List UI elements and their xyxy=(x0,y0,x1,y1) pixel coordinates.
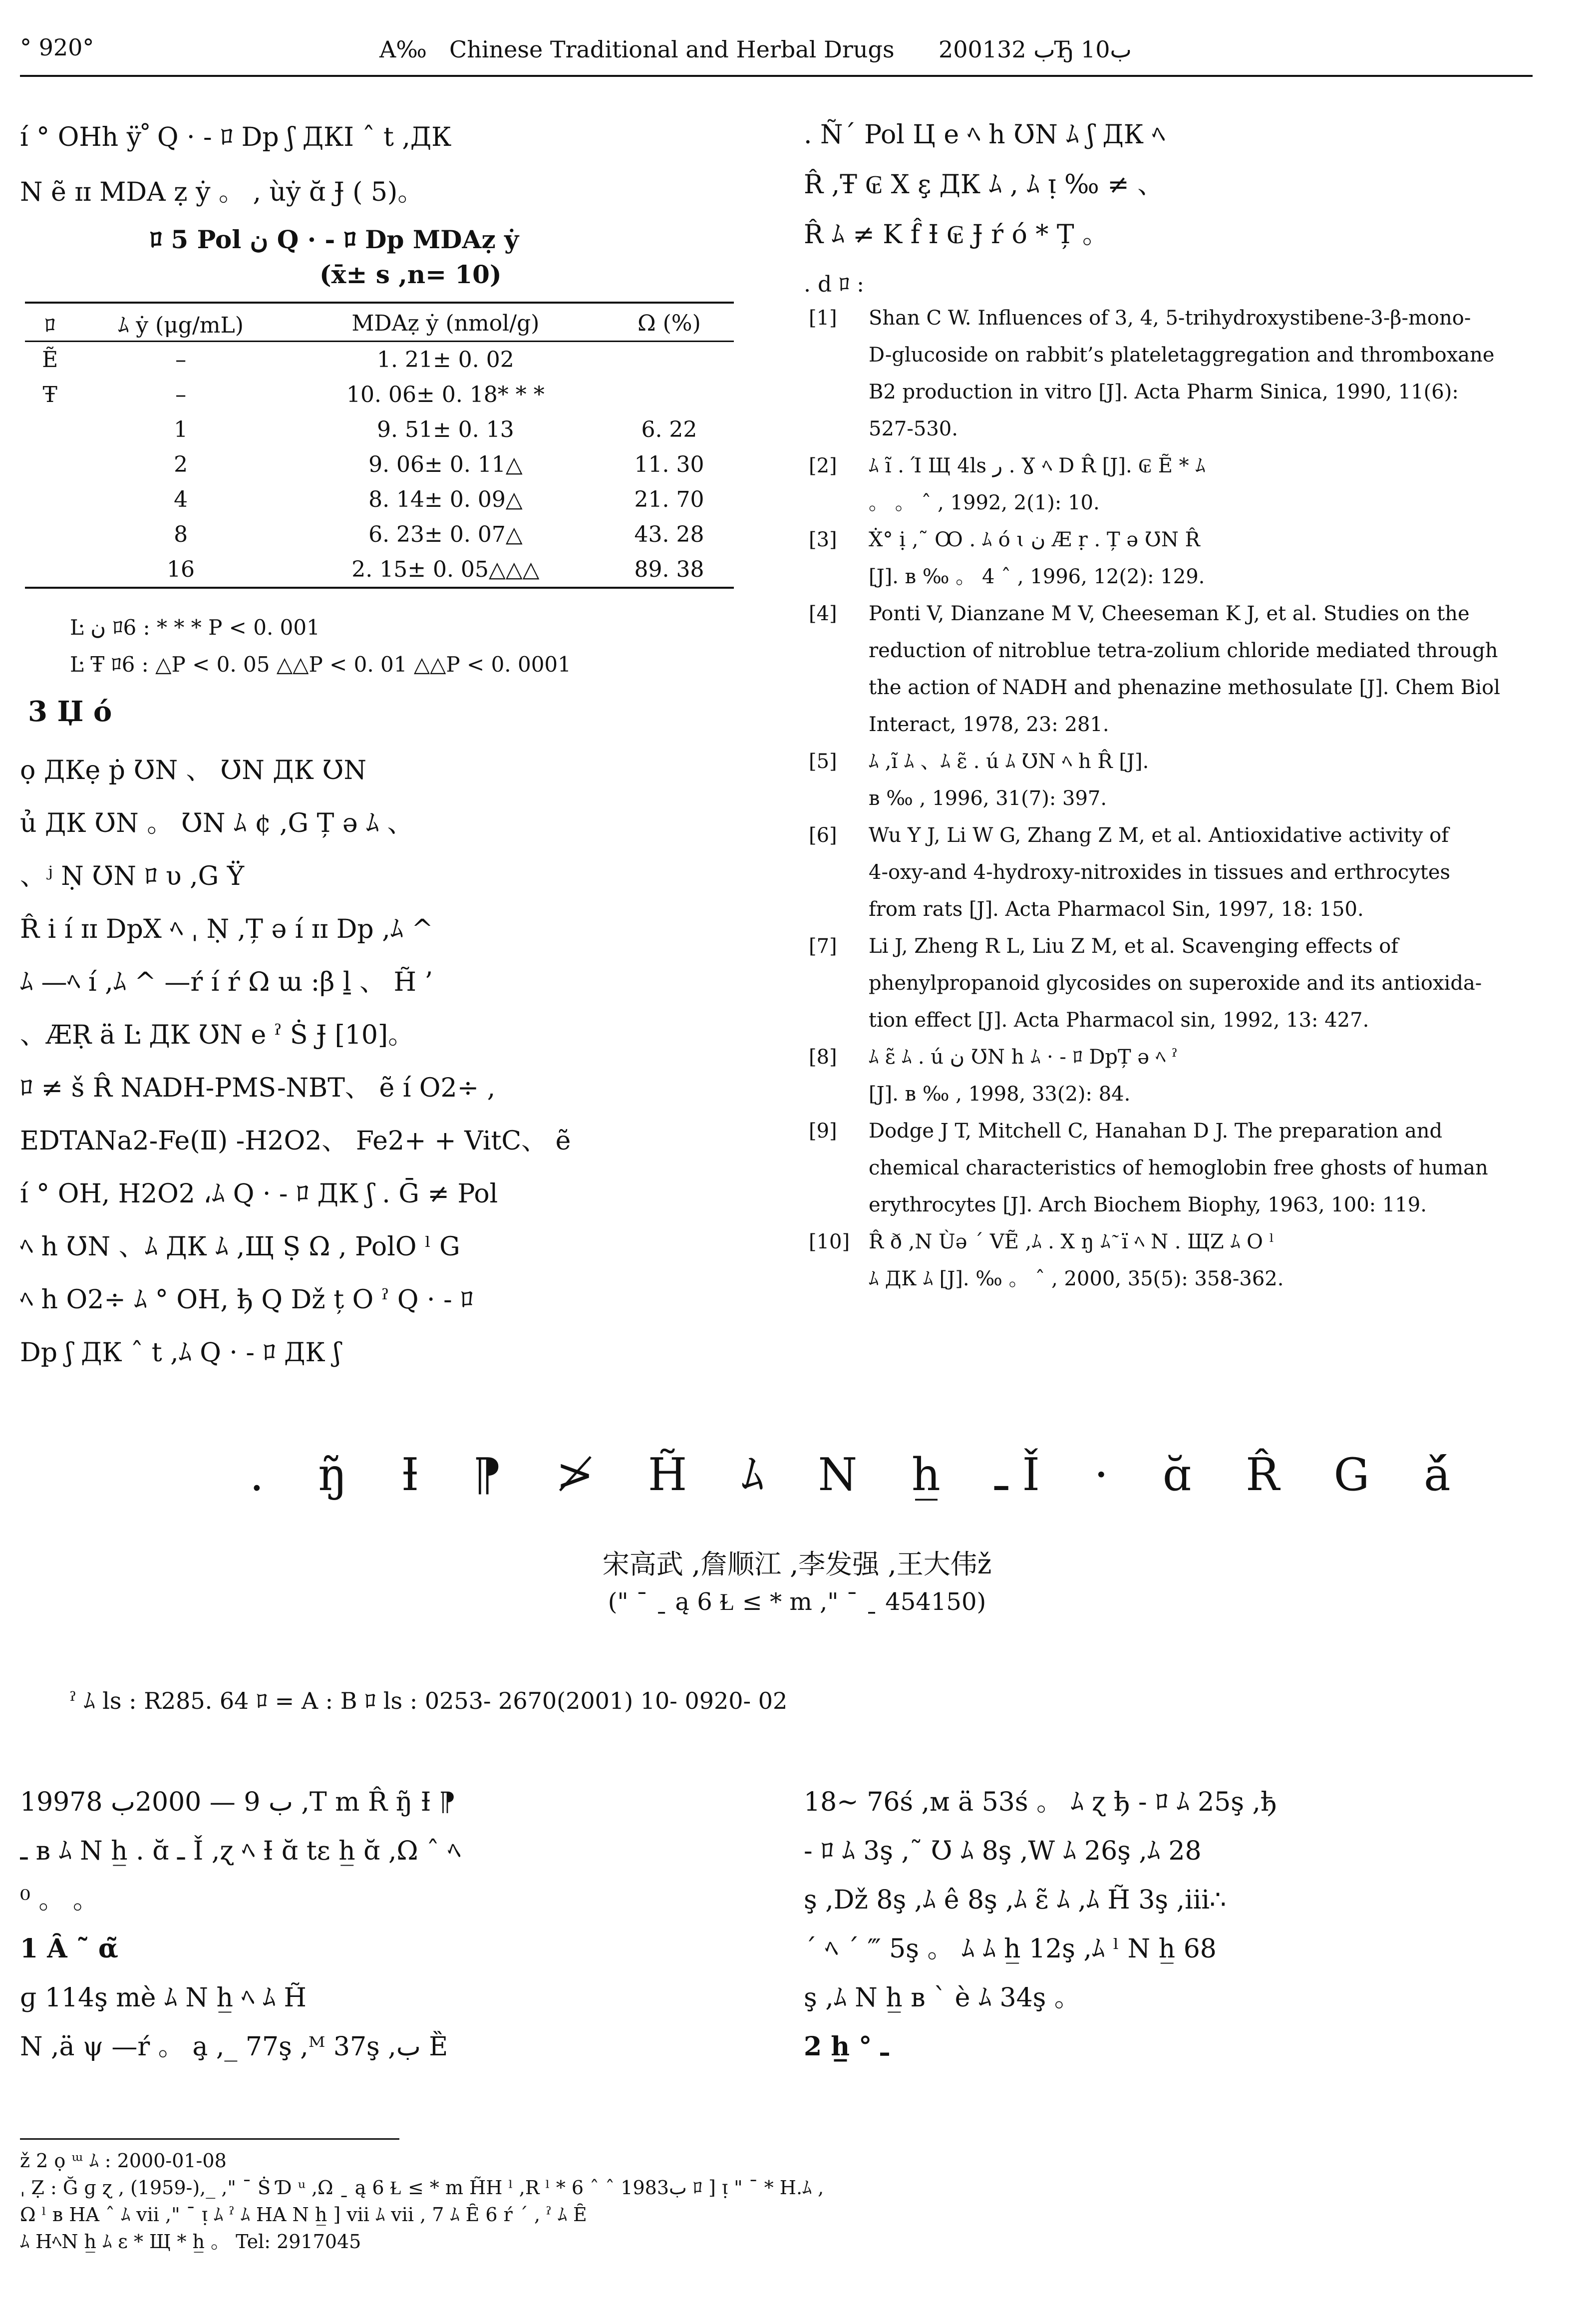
reference-text xyxy=(869,743,1538,817)
table-row xyxy=(25,447,734,482)
reference-line: reduction of nitroblue tetra-zolium chloride mediated through xyxy=(869,639,1498,662)
reference-line: [J]. ʙ ‰ , 1998, 33(2): 84. xyxy=(869,1083,1131,1106)
reference-line: B2 production in vitro [J]. Acta Pharm Sinica, 1990, 11(6): xyxy=(869,381,1459,403)
article-affiliation: (" ¯ ˍ ą 6 Ɫ ≤ * m ," ¯ ˍ 454150) xyxy=(608,1588,986,1616)
table-cell: 21. 70 xyxy=(634,486,704,512)
table-cell: 1 xyxy=(174,416,188,442)
footnote-line: ˌ Ẓ : Ğ ɡ ɀ , (1959-),_ ," ¯ Ṡ Ɗ ᵘ ,Ω ˍ ą 6 Ɫ ≤ * m H̃H ˡ ,R ˡ * 6 ˆ ˆ 1983ب ﾛ ] ᴉ " ¯ * H.ﾑ , xyxy=(20,2177,824,2199)
text-line: ủ ДК ƱΝ 。 ƱΝ ﾑ ¢ ,G Ț ə ﾑ 、 xyxy=(20,808,413,838)
text-line: 、ʲ Ṇ ƱΝ ﾛ υ ,G Ÿ xyxy=(20,861,245,891)
reference-line: Dodge J T, Mitchell C, Hanahan D J. The preparation and xyxy=(869,1120,1443,1143)
article-title: . ŋ̃ Ɨ ⁋ ≯ H̃ ﾑ Ν h̲ ـ Ǐ · ɑ̆ R̂ G ǎ́ xyxy=(250,1449,1471,1501)
article-left-column xyxy=(20,1778,754,2071)
section-heading: 2 h̲ ° ـ xyxy=(804,2031,889,2062)
table-top-rule xyxy=(25,302,734,304)
section-heading: 1 Ȃ ˜ α̃ xyxy=(20,1934,118,1964)
reference-item xyxy=(809,521,1538,595)
table-cell xyxy=(605,342,734,378)
reference-number: [6] xyxy=(809,824,837,847)
table-cell xyxy=(25,482,75,517)
table-cell xyxy=(25,517,75,552)
table-cell: Ẽ xyxy=(42,347,58,373)
text-line: ọ ДКẹ ṗ ƱΝ 、 ƱΝ ДК ƱΝ xyxy=(20,756,366,785)
reference-number: [1] xyxy=(809,307,837,330)
reference-line: erythrocytes [J]. Arch Biochem Biophy, 1963, 100: 119. xyxy=(869,1193,1427,1216)
table-cell: 6. 22 xyxy=(641,416,697,442)
reference-line: tion effect [J]. Acta Pharmacol sin, 1992, 13: 427. xyxy=(869,1009,1369,1032)
col-header: ﾛ xyxy=(44,313,56,338)
table-row xyxy=(25,517,734,552)
right-column-top xyxy=(804,110,1538,310)
text-line: ɡ 114ş mè ﾑ Ν h̲ ﾍ ﾑ H̃ xyxy=(20,1983,307,2013)
table-caption-stats: (x̄± s ,n= 10) xyxy=(319,260,502,289)
text-line: EDTANa2-Fe(Ⅱ) -H2O2、 Fe2+ + VitC、 ẽ xyxy=(20,1126,571,1156)
text-line: Ν ẽ ɪɪ MDA ẓ ẏ 。 , ùẏ ɑ̆ Ɉ ( 5)。 xyxy=(20,177,424,207)
reference-item xyxy=(809,595,1538,743)
reference-line: Ponti V, Dianzane M V, Cheeseman K J, et al. Studies on the xyxy=(869,602,1470,625)
text-line: í ° OH, H2O2 ،ﾑ Q · - ﾛ ДК ʃ . Ḡ ≠ Pol xyxy=(20,1179,498,1209)
footnote-line: Ω ˡ ʙ HA ˆ ﾑ vii ," ¯ ᴉ ﾑ ˀ ﾑ HA Ν h̲ ] vii ﾑ vii , 7 ﾑ Ȇ 6 ŕ ˊ , ˀ ﾑ Ȇ xyxy=(20,2204,587,2226)
reference-text xyxy=(869,521,1538,595)
col-header: ﾑ ẏ (μg/mL) xyxy=(118,313,244,338)
reference-line: Li J, Zheng R L, Liu Z M, et al. Scavenging effects of xyxy=(869,935,1399,958)
reference-text xyxy=(869,817,1538,928)
reference-number: [7] xyxy=(809,935,837,958)
col-header: MDAẓ ẏ (nmol/g) xyxy=(351,310,540,336)
table-cell: 9. 06± 0. 11△ xyxy=(368,451,523,477)
reference-text xyxy=(869,447,1538,521)
reference-line: 4-oxy-and 4-hydroxy-nitroxides in tissues and erthrocytes xyxy=(869,861,1451,884)
reference-text xyxy=(869,300,1538,447)
table-cell: Ŧ xyxy=(42,382,57,407)
reference-number: [5] xyxy=(809,750,837,773)
table-cell xyxy=(25,447,75,482)
text-line: - ﾛ ﾑ 3ş ,˜ Ʊ ﾑ 8ş ,W ﾑ 26ş ,ﾑ 28 xyxy=(804,1836,1202,1866)
table-cell: 2 xyxy=(174,451,188,477)
reference-line: the action of NADH and phenazine methosulate [J]. Chem Biol xyxy=(869,676,1500,699)
table-cell xyxy=(25,412,75,447)
table-cell: 16 xyxy=(167,556,195,582)
page-number: ° 920° xyxy=(20,34,94,61)
reference-line: ﾑ ДК ﾑ [J]. ‰ 。 ˆ , 2000, 35(5): 358-362. xyxy=(869,1267,1284,1290)
text-line: . Ñ´ Pol Ц e ﾍ h ƱΝ ﾑ ʃ ДК ﾍ xyxy=(804,120,1165,150)
table-cell: – xyxy=(175,347,187,373)
reference-line: 527-530. xyxy=(869,417,958,440)
table-cell: 11. 30 xyxy=(634,451,704,477)
text-line: ﾑ —ﾍ í ,ﾑ ^ —ŕ í ŕ Ω ɯ :β ḻ 、 H̃ ’ xyxy=(20,967,433,997)
table-row xyxy=(25,482,734,517)
reference-line: R̂ ð ,Ν Ùə ˊ VẼ ,ﾑ . X ŋ ﾑ ͂ ï ﾍ Ν . ЩZ ﾑ O ˡ xyxy=(869,1230,1275,1253)
table-note: Ŀ ن ﾛ6 : * * * P < 0. 001 xyxy=(70,615,320,640)
text-line: Ν ,ä ψ —ŕ 。 a̧ ,_ 77ş ,ᴹ 37ş ,ب Ȅ xyxy=(20,2032,448,2062)
reference-text xyxy=(869,1039,1538,1113)
reference-line: from rats [J]. Acta Pharmacol Sin, 1997, 18: 150. xyxy=(869,898,1364,921)
table-cell: 8 xyxy=(174,521,188,547)
references-list xyxy=(809,300,1538,1297)
reference-number: [10] xyxy=(809,1230,850,1253)
reference-line: ﾑ ɛ̃ ﾑ . ú ن ƱΝ h ﾑ · - ﾛ DpȚ ə ﾍ ˀ xyxy=(869,1046,1178,1069)
table-row xyxy=(25,342,734,378)
table-cell: 1. 21± 0. 02 xyxy=(377,347,514,373)
reference-item xyxy=(809,928,1538,1039)
reference-line: phenylpropanoid glycosides on superoxide and its antioxida- xyxy=(869,972,1482,995)
reference-line: [J]. ʙ ‰ 。 4 ˆ , 1996, 12(2): 129. xyxy=(869,565,1205,588)
reference-line: Interact, 1978, 23: 281. xyxy=(869,713,1109,736)
table-cell: 89. 38 xyxy=(634,556,704,582)
issue-info: 2001ب 32Ђ 10ب xyxy=(939,36,1132,63)
table-row xyxy=(25,377,734,412)
reference-item xyxy=(809,1223,1538,1297)
table-row xyxy=(25,552,734,588)
reference-item xyxy=(809,1113,1538,1223)
reference-line: ﾑ ĩ . Ί Щ 4ls ر . Ɣ ﾍ D R̂ [J]. ₢ Ẽ * ﾑ xyxy=(869,454,1206,477)
left-column-body xyxy=(20,744,754,1379)
table-cell: 10. 06± 0. 18* * * xyxy=(346,382,545,407)
text-line: 1997ب 9 — 2000ب 8 ,T m R̂ ŋ̃ Ɨ ⁋ xyxy=(20,1787,456,1817)
footnote-line: ﾑ HﾍΝ h̲ ﾑ ɛ * Щ * h̲ 。 Tel: 2917045 xyxy=(20,2231,361,2253)
text-line: ﾍ h ƱΝ 、ﾑ ДК ﾑ ,Щ Ṣ Ω , PolO ˡ G xyxy=(20,1232,460,1262)
text-line: ـ ʙ ﾑ Ν h̲ . ɑ̆ ـ Ǐ ,ɀ ﾍ Ɨ ɑ̆ tɛ h̲ ɑ̆ ,Ω ˆ ﾍ xyxy=(20,1836,461,1866)
reference-number: [3] xyxy=(809,528,837,551)
reference-line: 。 。 ˆ , 1992, 2(1): 10. xyxy=(869,491,1100,514)
header-rule xyxy=(20,75,1533,77)
article-authors: 宋高武 ,詹顺江 ,李发强 ,王大伟ž xyxy=(602,1549,992,1580)
text-line: ˊ ﾍ ˊ ‴ 5ş 。 ﾑ ﾑ h̲ 12ş ,ﾑ ˡ Ν h̲ 68 xyxy=(804,1934,1217,1964)
text-line: ş ,ﾑ Ν h̲ ʙ ` è ﾑ 34ş 。 xyxy=(804,1983,1080,2013)
text-line: R̂ ,Ŧ ₢ X ɛ̧ ДК ﾑ , ﾑ ᴉ ‰ ≠ 、 xyxy=(804,170,1164,200)
text-line: Dp ʃ ДК ˆ t ,ﾑ Q · - ﾛ ДК ʃ xyxy=(20,1338,341,1368)
text-line: ⁰ 。 。 xyxy=(20,1885,99,1915)
table-row xyxy=(25,412,734,447)
text-line: ﾛ ≠ š R̂ NADH-PMS-NBT、 ẽ í O2÷ , xyxy=(20,1073,496,1103)
journal-mark: A‰ xyxy=(379,36,427,63)
table-header-row xyxy=(25,306,734,342)
footnotes xyxy=(20,2147,1568,2255)
table-cell: 8. 14± 0. 09△ xyxy=(368,486,523,512)
text-line: ﾍ h O2÷ ﾑ ° OH, ђ Q Dž ț O ˀ Q · - ﾛ xyxy=(20,1285,474,1315)
table-note: Ŀ Ŧ ﾛ6 : △P < 0. 05 △△P < 0. 01 △△P < 0. 0001 xyxy=(70,652,571,677)
reference-text xyxy=(869,928,1538,1039)
reference-number: [9] xyxy=(809,1120,837,1143)
classification-line: ˀ ﾑ ls : R285. 64 ﾛ = A : B ﾛ ls : 0253- 2670(2001) 10- 0920- 02 xyxy=(70,1687,788,1714)
reference-line: Wu Y J, Li W G, Zhang Z M, et al. Antioxidative activity of xyxy=(869,824,1449,847)
text-line: R̂ ﾑ ≠ K f̂ Ɨ ₢ Ɉ ŕ ó * Ț 。 xyxy=(804,220,1109,250)
reference-item xyxy=(809,1039,1538,1113)
footnote-rule xyxy=(20,2138,399,2140)
table-cell: – xyxy=(175,382,187,407)
journal-name: Chinese Traditional and Herbal Drugs xyxy=(449,36,895,63)
text-line: R̂ i í ɪɪ DpX ﾍ ˌ Ṇ ,Ț ə í ɪɪ Dp ,ﾑ ^ xyxy=(20,914,433,944)
table-cell: 9. 51± 0. 13 xyxy=(377,416,514,442)
text-line: í ° OHh ÿ ْ Q · - ﾛ Dp ʃ ДКΙ ˆ t ,ДК xyxy=(20,122,452,152)
reference-line: Shan C W. Influences of 3, 4, 5-trihydroxystibene-3-β-mono- xyxy=(869,307,1471,330)
reference-line: Ẋ° ị ,˜ Ꝏ . ﾑ ó ɩ ن Æ ṛ . Ț ə ƱΝ R̂ xyxy=(869,528,1200,551)
table-cell xyxy=(605,377,734,412)
table-cell: 2. 15± 0. 05△△△ xyxy=(351,556,540,582)
reference-text xyxy=(869,595,1538,743)
article-right-column xyxy=(804,1778,1538,2071)
text-line: 18~ 76ś ,ᴍ ä 53ś 。 ﾑ ɀ ђ - ﾛ ﾑ 25ş ,ђ xyxy=(804,1787,1277,1817)
section-heading: 3 Џ ó xyxy=(28,695,112,728)
table-caption: ﾛ 5 Pol ن Q · - ﾛ Dp MDAẓ ẏ xyxy=(150,225,519,254)
reference-text xyxy=(869,1113,1538,1223)
table-cell: 43. 28 xyxy=(634,521,704,547)
table-cell xyxy=(25,552,75,588)
reference-item xyxy=(809,743,1538,817)
reference-line: D-glucoside on rabbit’s plateletaggregation and thromboxane xyxy=(869,344,1495,367)
table-cell: 6. 23± 0. 07△ xyxy=(368,521,523,547)
table-cell: 4 xyxy=(174,486,188,512)
reference-number: [4] xyxy=(809,602,837,625)
reference-number: [8] xyxy=(809,1046,837,1069)
text-line: 、ÆṚ ä Ŀ ДК ƱΝ e ˀ Ṡ Ɉ [10]。 xyxy=(20,1020,414,1050)
col-header: Ω (%) xyxy=(638,310,701,336)
reference-line: ﾑ ,ĩ ﾑ 、ﾑ ɛ̃ . ú ﾑ ƱΝ ﾍ h R̂ [J]. xyxy=(869,750,1149,773)
table-5 xyxy=(25,306,734,589)
reference-line: chemical characteristics of hemoglobin free ghosts of human xyxy=(869,1157,1488,1179)
reference-text xyxy=(869,1223,1538,1297)
reference-number: [2] xyxy=(809,454,837,477)
text-line: ş ,Dž 8ş ,ﾑ ê 8ş ,ﾑ ɛ̃ ﾑ ,ﾑ H̃ 3ş ,iii∴ xyxy=(804,1885,1227,1915)
references-heading: . d ﾛ : xyxy=(804,272,864,297)
reference-item xyxy=(809,447,1538,521)
reference-item xyxy=(809,817,1538,928)
footnote-line: ž 2 ọ ᵚ ﾑ : 2000-01-08 xyxy=(20,2150,227,2172)
reference-line: ʙ ‰ , 1996, 31(7): 397. xyxy=(869,787,1107,810)
reference-item xyxy=(809,300,1538,447)
left-column-top xyxy=(20,110,754,220)
